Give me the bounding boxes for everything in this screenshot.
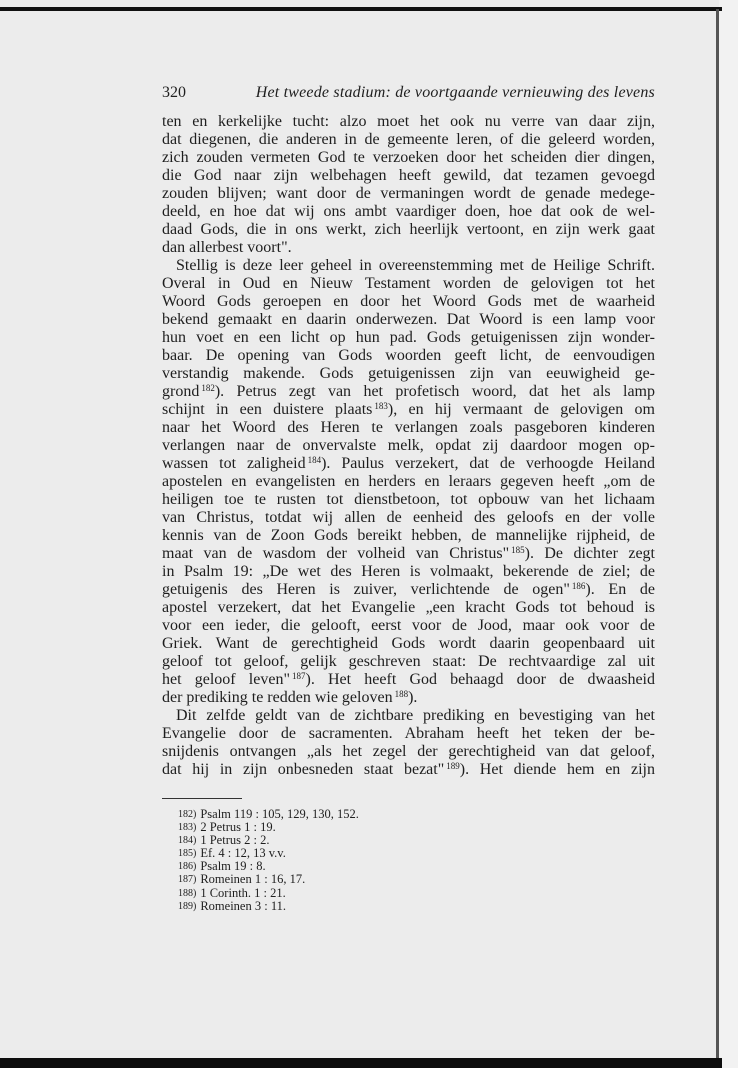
text-line	[162, 617, 655, 635]
text-segment: Woord Gods geroepen en door het Woord Gods met de waarheid	[162, 293, 655, 310]
text-segment: kennis van de Zoon Gods bereikt hebben, de mannelijke rijpheid, de	[162, 527, 655, 544]
text-line	[162, 149, 655, 167]
text-segment: zich zouden vermeten God te verzoeken door het scheiden dier dingen,	[162, 149, 655, 166]
text-segment: Stellig is deze leer geheel in overeenstemming met de Heilige Schrift.	[176, 257, 655, 274]
text-segment: heiligen toe te rusten tot dienstbetoon, tot opbouw van het lichaam	[162, 491, 655, 508]
text-line	[162, 455, 655, 473]
text-segment: van Christus, totdat wij allen de eenheid des geloofs en der volle	[162, 509, 655, 526]
text-line	[162, 203, 655, 221]
scan-edge-bottom	[0, 1058, 722, 1068]
footnote-number: 184)	[178, 835, 197, 847]
text-segment: naar het Woord des Heren te verlangen zoals pasgeboren kinderen	[162, 419, 655, 436]
text-segment: deeld, en hoe dat wij ons ambt vaardiger doen, hoe dat ook de wel-	[162, 203, 655, 220]
footnote-text: 1 Corinth. 1 : 21.	[200, 885, 286, 900]
text-segment: apostel verzekert, dat het Evangelie „een kracht Gods tot behoud is	[162, 599, 655, 616]
body-text	[162, 113, 655, 779]
text-line	[162, 329, 655, 347]
running-title: Het tweede stadium: de voortgaande vernieuwing des levens	[255, 84, 655, 101]
text-line	[162, 221, 655, 239]
text-segment: grond	[162, 383, 200, 400]
text-segment: daad Gods, die in ons werkt, zich heerlijk vertoont, en zijn werk gaat	[162, 221, 655, 238]
text-segment: getuigenis des Heren is zuiver, verlichtende de ogen"	[162, 581, 570, 598]
footnote-text: Psalm 119 : 105, 129, 130, 152.	[200, 807, 359, 821]
text-segment: der prediking te redden wie geloven	[162, 689, 393, 706]
footnote-number: 185)	[178, 848, 197, 860]
footnote-divider	[162, 798, 242, 799]
text-line	[162, 545, 655, 563]
footnotes	[178, 808, 359, 913]
page-margin	[719, 0, 738, 1068]
text-line	[162, 671, 655, 689]
footnote-text: Romeinen 3 : 11.	[200, 898, 286, 913]
footnote-number: 182)	[178, 809, 197, 820]
text-segment: die God naar zijn welbehagen heeft gewild, dat tezamen gevoegd	[162, 167, 655, 184]
text-line	[162, 599, 655, 617]
text-segment: schijnt in een duistere plaats	[162, 401, 373, 418]
text-segment: het geloof leven"	[162, 671, 290, 688]
text-segment: bekend gemaakt en daarin onderwezen. Dat Woord is een lamp voor	[162, 311, 655, 328]
text-line	[162, 635, 655, 653]
scan-edge-right	[716, 9, 719, 1061]
footnote-number: 187)	[178, 874, 197, 886]
text-segment: ten en kerkelijke tucht: alzo moet het ook nu verre van daar zijn,	[162, 113, 655, 130]
footnote-number: 188)	[178, 887, 197, 899]
text-segment: Griek. Want de gerechtigheid Gods wordt daarin geopenbaard uit	[162, 635, 655, 652]
footnote-ref: 183	[374, 401, 388, 411]
text-segment: zouden blijven; want door de vermaningen wordt de genade medege-	[162, 185, 655, 202]
footnote-ref: 182	[201, 383, 215, 393]
footnote	[178, 900, 359, 913]
text-line	[162, 707, 655, 725]
text-segment: Dit zelfde geldt van de zichtbare prediking en bevestiging van het	[176, 707, 655, 724]
text-segment: Evangelie door de sacramenten. Abraham heeft het teken der be-	[162, 725, 655, 742]
text-segment: geloof tot geloof, gelijk geschreven staat: De rechtvaardige zal uit	[162, 653, 655, 670]
text-segment: in Psalm 19: „De wet des Heren is volmaakt, bekerende de ziel; de	[162, 563, 655, 580]
text-line	[162, 293, 655, 311]
text-line	[162, 275, 655, 293]
text-line	[162, 527, 655, 545]
text-line	[162, 491, 655, 509]
footnote-text: Psalm 19 : 8.	[200, 859, 266, 874]
scan-edge-top	[0, 7, 722, 11]
text-segment: verstandig makende. Gods getuigenissen zijn van eeuwigheid ge-	[162, 365, 655, 382]
footnote-number: 183)	[178, 822, 197, 834]
footnote-number: 186)	[178, 861, 197, 873]
text-line	[162, 113, 655, 131]
text-segment: ). En de	[585, 581, 655, 598]
text-segment: baar. De opening van Gods woorden geeft licht, de eenvoudigen	[162, 347, 655, 364]
text-line	[162, 473, 655, 491]
text-line	[162, 257, 655, 275]
footnote-number: 189)	[178, 900, 197, 912]
page-header	[162, 84, 655, 106]
text-line	[162, 185, 655, 203]
text-line	[162, 347, 655, 365]
text-segment: wassen tot zaligheid	[162, 455, 306, 472]
text-segment: apostelen en evangelisten en herders en leraars gegeven heeft „om de	[162, 473, 655, 490]
footnote-text: 2 Petrus 1 : 19.	[200, 820, 276, 835]
text-line	[162, 383, 655, 401]
text-line	[162, 581, 655, 599]
footnote-ref: 189	[446, 761, 460, 771]
footnote-ref: 184	[307, 455, 322, 465]
footnote-ref: 185	[511, 545, 525, 555]
text-line	[162, 311, 655, 329]
footnote-text: Romeinen 1 : 16, 17.	[200, 872, 306, 887]
text-line	[162, 437, 655, 455]
text-line	[162, 689, 655, 707]
text-segment: dat diegenen, die anderen in de gemeente leren, of die geleerd worden,	[162, 131, 655, 148]
text-line	[162, 563, 655, 581]
footnote-text: 1 Petrus 2 : 2.	[200, 833, 270, 848]
text-segment: ), en hij vermaant de gelovigen om	[387, 401, 655, 418]
text-line	[162, 131, 655, 149]
text-line	[162, 239, 655, 257]
text-line	[162, 653, 655, 671]
text-line	[162, 365, 655, 383]
text-segment: hun voet en een licht op hun pad. Gods getuigenissen zijn wonder-	[162, 329, 655, 346]
text-segment: verlangen naar de onvervalste melk, opdat zij daardoor mogen op-	[162, 437, 655, 454]
footnote-ref: 186	[571, 581, 586, 591]
text-segment: ). Het diende hem en zijn	[459, 761, 655, 778]
text-segment: dat hij in zijn onbesneden staat bezat"	[162, 761, 445, 778]
text-segment: ). Het heeft God behaagd door de dwaasheid	[305, 671, 655, 688]
text-segment: ). Petrus zegt van het profetisch woord, dat het als lamp	[214, 383, 655, 400]
text-line	[162, 401, 655, 419]
text-segment: Overal in Oud en Nieuw Testament worden de gelovigen tot het	[162, 275, 655, 292]
text-segment: dan allerbest voort".	[162, 239, 292, 256]
text-line	[162, 743, 655, 761]
text-line	[162, 761, 655, 779]
page-number: 320	[162, 84, 186, 101]
text-line	[162, 725, 655, 743]
text-segment: voor een ieder, die gelooft, eerst voor de Jood, maar ook voor de	[162, 617, 655, 634]
footnote-ref: 187	[291, 671, 306, 681]
text-segment: ). Paulus verzekert, dat de verhoogde Heiland	[321, 455, 655, 472]
text-segment: maat van de wasdom der volheid van Christus"	[162, 545, 510, 562]
footnote-text: Ef. 4 : 12, 13 v.v.	[200, 846, 286, 861]
text-line	[162, 167, 655, 185]
text-segment: ).	[408, 689, 418, 706]
footnote-ref: 188	[394, 689, 409, 699]
text-line	[162, 509, 655, 527]
text-segment: ). De dichter zegt	[524, 545, 655, 562]
text-segment: snijdenis ontvangen „als het zegel der gerechtigheid van dat geloof,	[162, 743, 655, 760]
text-line	[162, 419, 655, 437]
